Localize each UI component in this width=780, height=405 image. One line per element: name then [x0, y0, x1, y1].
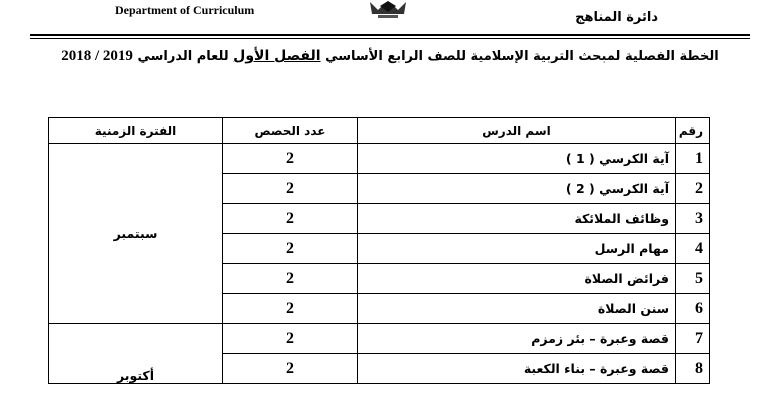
- header-periods: عدد الحصص: [223, 118, 358, 144]
- header-rule: [30, 34, 750, 36]
- title-semester: الفصل الأول: [233, 48, 321, 64]
- row-lesson: سنن الصلاة: [358, 294, 676, 324]
- row-num: 6: [676, 294, 710, 324]
- header-timeframe: الفترة الزمنية: [49, 118, 223, 144]
- row-lesson: قصة وعبرة – بئر زمزم: [358, 324, 676, 354]
- row-lesson: آية الكرسي ( 2 ): [358, 174, 676, 204]
- row-periods: 2: [223, 144, 358, 174]
- row-num: 5: [676, 264, 710, 294]
- document-title: [0, 48, 780, 65]
- timeframe-cell: سبتمبر: [49, 144, 223, 324]
- row-periods: 2: [223, 234, 358, 264]
- header-rule-thin: [30, 38, 750, 39]
- row-lesson: آية الكرسي ( 1 ): [358, 144, 676, 174]
- title-year: 2019 / 2018: [61, 48, 133, 64]
- row-num: 7: [676, 324, 710, 354]
- row-periods: 2: [223, 354, 358, 384]
- row-lesson: وظائف الملائكة: [358, 204, 676, 234]
- title-suffix: للعام الدراسي: [137, 49, 229, 64]
- department-name-arabic: دائرة المناهج: [575, 10, 658, 25]
- header-num: رقم: [676, 118, 710, 144]
- timeframe-cell: أكتوبر: [49, 324, 223, 384]
- row-num: 1: [676, 144, 710, 174]
- row-num: 8: [676, 354, 710, 384]
- row-num: 3: [676, 204, 710, 234]
- row-lesson: مهام الرسل: [358, 234, 676, 264]
- header-lesson: اسم الدرس: [358, 118, 676, 144]
- row-periods: 2: [223, 174, 358, 204]
- row-periods: 2: [223, 324, 358, 354]
- row-num: 4: [676, 234, 710, 264]
- row-num: 2: [676, 174, 710, 204]
- lesson-plan-table: [48, 117, 710, 384]
- row-periods: 2: [223, 204, 358, 234]
- row-lesson: قصة وعبرة – بناء الكعبة: [358, 354, 676, 384]
- table-row: [49, 144, 710, 174]
- row-periods: 2: [223, 264, 358, 294]
- row-lesson: فرائض الصلاة: [358, 264, 676, 294]
- title-prefix: الخطة الفصلية لمبحث التربية الإسلامية للصف الرابع الأساسي: [325, 49, 719, 64]
- table-row: [49, 324, 710, 354]
- palestinian-emblem-icon: [366, 0, 410, 20]
- department-name-english: Department of Curriculum: [115, 3, 255, 17]
- row-periods: 2: [223, 294, 358, 324]
- table-header-row: [49, 118, 710, 144]
